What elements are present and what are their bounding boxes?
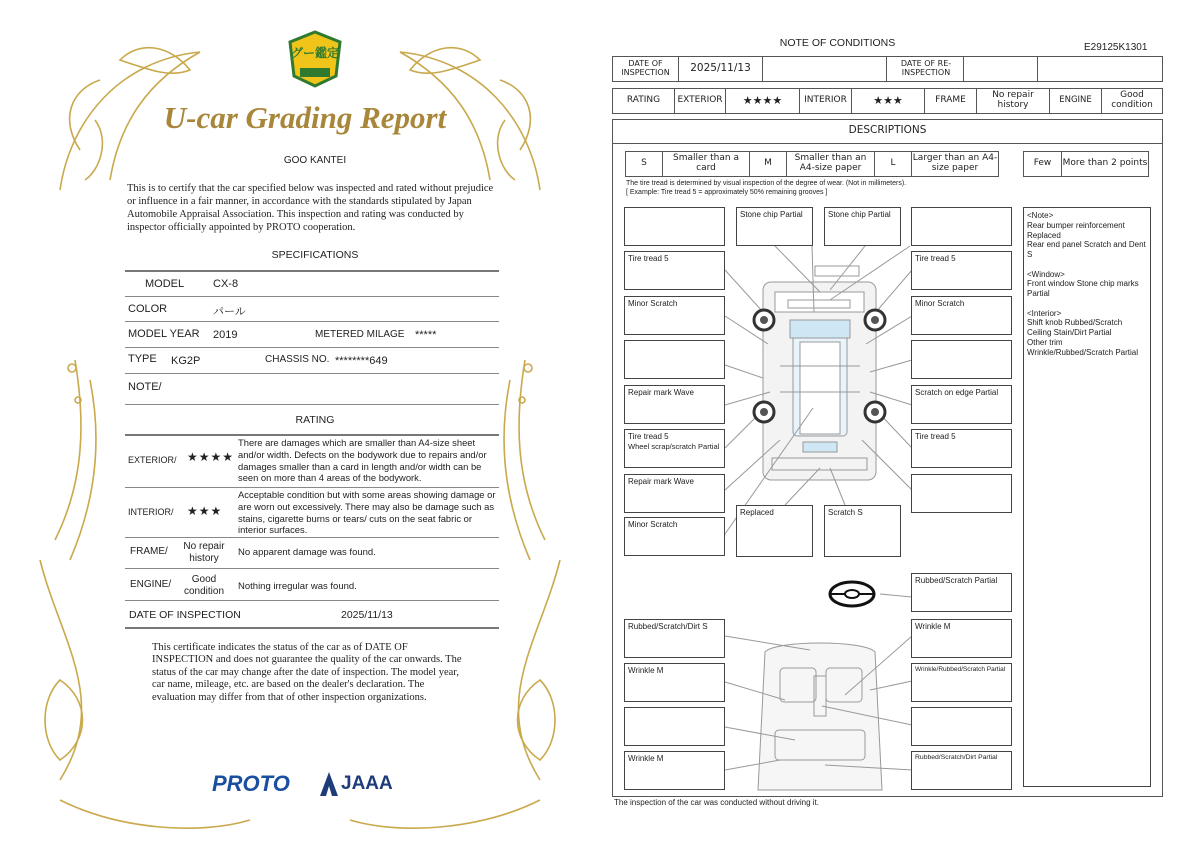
damage-box — [911, 474, 1012, 513]
divider — [125, 404, 499, 405]
divider — [125, 434, 499, 436]
damage-text: Wheel scrap/scratch Partial — [628, 442, 720, 452]
legend-m: M — [749, 151, 787, 177]
note-of-conditions-sheet — [600, 0, 1200, 848]
interior-label: INTERIOR/ — [128, 507, 174, 517]
engine-value: Good condition — [1101, 88, 1163, 114]
jaaa-logo — [320, 770, 393, 798]
interior-stars: ★★★ — [187, 504, 223, 518]
model-year-label: MODEL YEAR — [128, 328, 200, 340]
damage-box: Scratch S — [824, 505, 901, 557]
damage-box: Rubbed/Scratch Partial — [911, 573, 1012, 612]
chassis-value: ********649 — [335, 355, 388, 367]
divider — [125, 600, 499, 601]
divider — [125, 270, 499, 272]
damage-box: Replaced — [736, 505, 813, 557]
conditions-title: NOTE OF CONDITIONS — [779, 37, 896, 49]
note-label: NOTE/ — [128, 381, 162, 393]
damage-box: Repair mark Wave — [624, 474, 725, 513]
damage-box — [624, 340, 725, 379]
jaaa-mark-icon — [320, 772, 338, 796]
legend-few: Few — [1023, 151, 1062, 177]
legend-s-desc: Smaller than a card — [662, 151, 750, 177]
damage-box: Stone chip Partial — [736, 207, 813, 246]
model-label: MODEL — [145, 278, 185, 290]
damage-box: Tire tread 5 — [624, 251, 725, 290]
damage-box — [911, 707, 1012, 746]
engine-description: Nothing irregular was found. — [238, 581, 357, 592]
jaaa-logo-text: JAAA — [341, 773, 393, 794]
damage-box: Rubbed/Scratch/Dirt S — [624, 619, 725, 658]
interior-description: Acceptable condition but with some areas showing damage or are worn out excessively. There may also be damage such as stains, cigarette burns or tears/ cuts on the seat fabric or interior surfaces. — [238, 489, 496, 536]
certificate-footer-note: This certificate indicates the status of the car as of DATE OF INSPECTION and does not guarantee the quality of the car onwards. The status of the car may change after the date of inspection. The model year, car name, mileage, etc. are based on the dealer's declaration. The evaluation may differ from that of other inspection organizations. — [152, 642, 462, 703]
divider — [125, 568, 499, 569]
damage-box: Wrinkle M — [624, 751, 725, 790]
legend-m-desc: Smaller than an A4-size paper — [786, 151, 875, 177]
goo-kantei-logo — [286, 30, 344, 88]
damage-box: Stone chip Partial — [824, 207, 901, 246]
model-year-value: 2019 — [213, 329, 238, 341]
damage-box: Wrinkle/Rubbed/Scratch Partial — [911, 663, 1012, 702]
frame-description: No apparent damage was found. — [238, 547, 376, 558]
specifications-heading: SPECIFICATIONS — [271, 249, 359, 261]
frame-label: FRAME/ — [130, 546, 168, 557]
type-value: KG2P — [171, 355, 201, 367]
rating-heading: RATING — [295, 414, 335, 426]
legend-l-desc: Larger than an A4-size paper — [911, 151, 999, 177]
engine-label: ENGINE — [1049, 88, 1102, 114]
frame-label: FRAME — [924, 88, 977, 114]
color-label: COLOR — [128, 303, 168, 315]
damage-box: Tire tread 5 — [911, 429, 1012, 468]
exterior-stars: ★★★★ — [187, 450, 235, 464]
legend-s: S — [625, 151, 663, 177]
rating-label: RATING — [612, 88, 675, 114]
interior-label: INTERIOR — [799, 88, 852, 114]
damage-box — [911, 207, 1012, 246]
divider — [125, 321, 499, 322]
notes-panel: <Note> Rear bumper reinforcement Replaced Rear end panel Scratch and Dent S <Window> Front window Stone chip marks Partial <Interior> Shift knob Rubbed/Scratch Ceiling Stain/Dirt Partial Other trim Wrinkle/Rubbed/Scratch Partial — [1023, 207, 1151, 787]
damage-box: Rubbed/Scratch/Dirt Partial — [911, 751, 1012, 790]
damage-box — [624, 707, 725, 746]
damage-box: Minor Scratch — [624, 296, 725, 335]
divider — [125, 537, 499, 538]
proto-logo-text: PROTO — [212, 771, 290, 796]
divider — [125, 347, 499, 348]
tire-note-1: The tire tread is determined by visual inspection of the degree of wear. (Not in millimeters). — [626, 180, 907, 187]
legend-few-desc: More than 2 points — [1061, 151, 1149, 177]
mileage-label: METERED MILAGE — [315, 329, 405, 340]
proto-logo — [212, 770, 290, 798]
reinspection-label: DATE OF RE-INSPECTION — [900, 59, 952, 77]
divider — [125, 487, 499, 488]
mileage-value: ***** — [415, 329, 437, 341]
tire-note-2: [ Example: Tire tread 5 = approximately 50% remaining grooves ] — [626, 189, 828, 196]
inspection-date-label: DATE OF INSPECTION — [612, 56, 679, 82]
report-title: U-car Grading Report — [163, 100, 447, 135]
damage-box: Repair mark Wave — [624, 385, 725, 424]
divider — [125, 373, 499, 374]
damage-box — [624, 429, 725, 468]
engine-label: ENGINE/ — [130, 579, 172, 590]
damage-box: Minor Scratch — [624, 517, 725, 556]
conditions-footer: The inspection of the car was conducted without driving it. — [614, 798, 819, 807]
chassis-label: CHASSIS NO. — [265, 354, 330, 365]
exterior-label: EXTERIOR — [674, 88, 726, 114]
descriptions-heading: DESCRIPTIONS — [612, 119, 1163, 144]
logo-text: グー鑑定 — [290, 46, 339, 60]
divider — [125, 296, 499, 297]
document-id: E29125K1301 — [1084, 42, 1148, 53]
frame-value: No repair history — [976, 88, 1050, 114]
type-label: TYPE — [128, 353, 157, 365]
model-value: CX-8 — [213, 278, 239, 290]
engine-value: Good condition — [183, 574, 225, 597]
damage-box: Wrinkle M — [911, 619, 1012, 658]
damage-box: Tire tread 5 — [911, 251, 1012, 290]
exterior-description: There are damages which are smaller than A4-size sheet and/or width. Defects on the bodywork due to repairs and/or damages smaller than a card in length and/or width can be seen on more than 4 areas of the bodywork. — [238, 437, 487, 484]
legend-l: L — [874, 151, 912, 177]
inspection-date-value: 2025/11/13 — [341, 609, 393, 621]
exterior-stars: ★★★★ — [725, 88, 800, 114]
exterior-label: EXTERIOR/ — [128, 455, 177, 465]
certificate-intro: This is to certify that the car specified below was inspected and rated without prejudice or influence in a fair manner, in accordance with the standards stipulated by Japan Automobile Appraisal Association. This inspection and rating was conducted by inspector officially appointed by PROTO cooperation. — [127, 183, 494, 233]
inspection-date-value: 2025/11/13 — [678, 56, 763, 82]
report-subtitle: GOO KANTEI — [283, 155, 347, 166]
color-value: パール — [213, 306, 246, 318]
steering-wheel-icon — [830, 582, 874, 606]
frame-value: No repair history — [183, 541, 225, 564]
damage-box: Wrinkle M — [624, 663, 725, 702]
damage-box — [911, 340, 1012, 379]
damage-text: Tire tread 5 — [628, 432, 669, 441]
damage-box: Scratch on edge Partial — [911, 385, 1012, 424]
damage-box — [624, 207, 725, 246]
divider — [125, 627, 499, 629]
inspection-date-label: DATE OF INSPECTION — [129, 609, 241, 621]
damage-box: Minor Scratch — [911, 296, 1012, 335]
interior-stars: ★★★ — [851, 88, 925, 114]
